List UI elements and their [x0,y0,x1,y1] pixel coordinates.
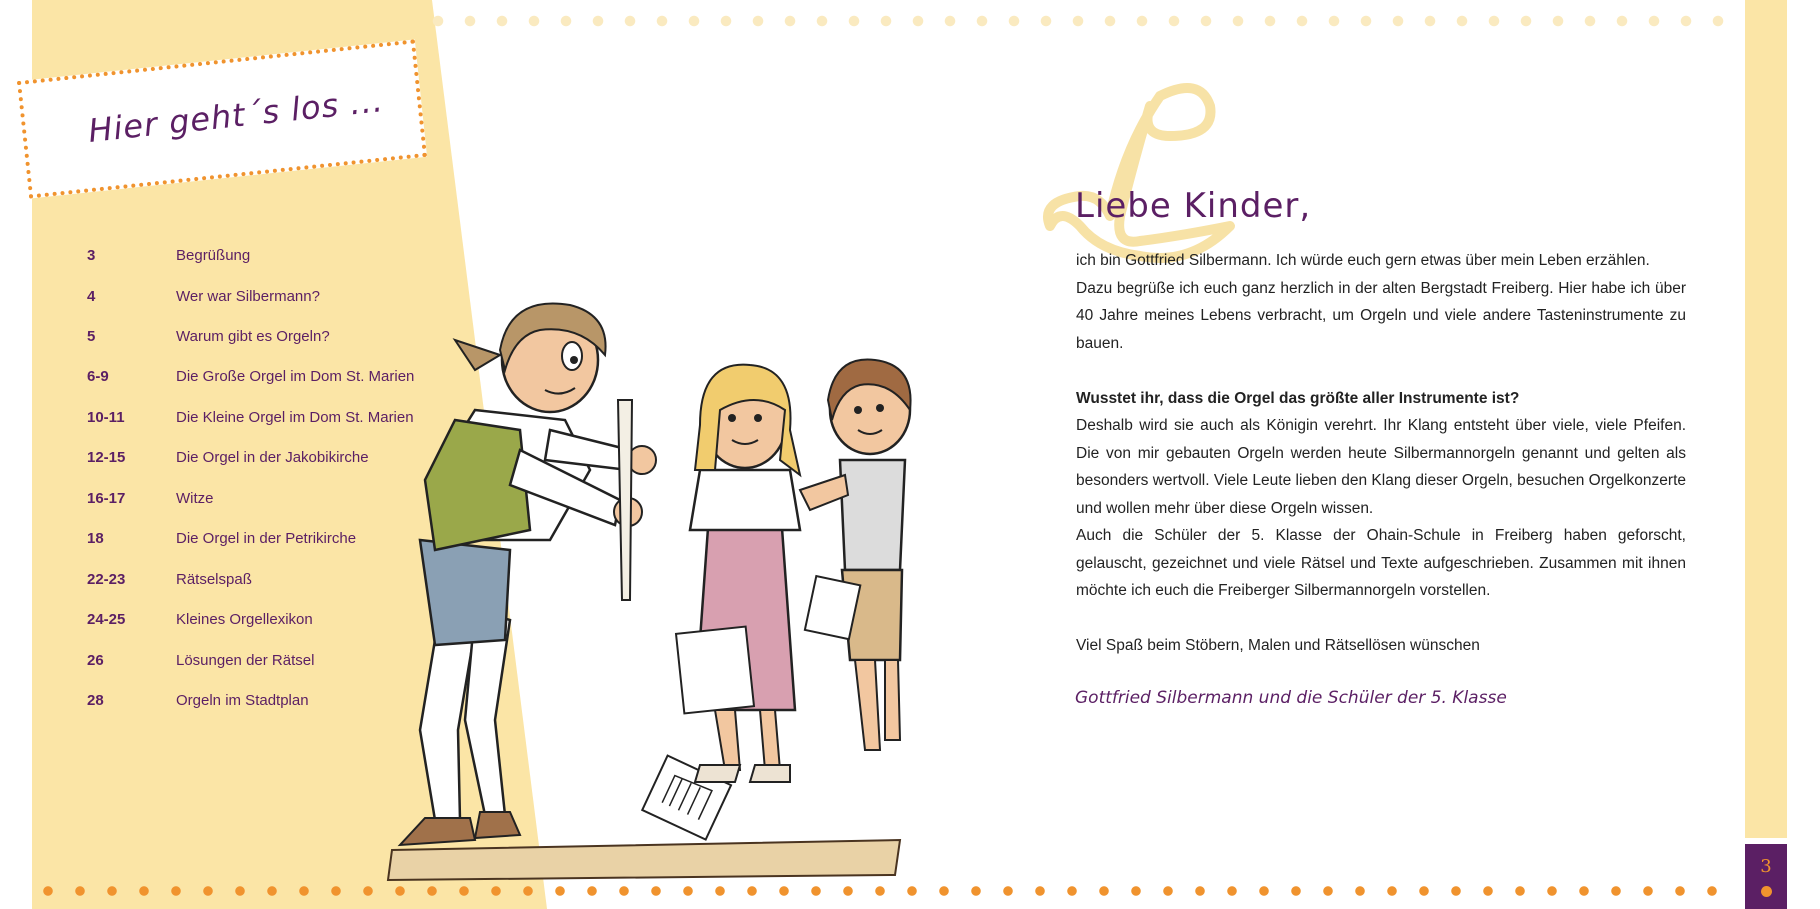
right-yellow-strip [1745,0,1787,838]
page-title: Hier geht´s los ... [86,81,386,150]
toc-page-number: 6-9 [87,368,109,385]
toc-title: Lösungen der Rätsel [176,652,315,669]
page-number: 3 [1760,856,1772,877]
toc-page-number: 10-11 [87,409,125,426]
toc-page-number: 18 [87,530,104,547]
toc-page-number: 3 [87,247,96,264]
decorative-initial-l-icon [1040,76,1240,276]
letter-body [1076,247,1686,660]
toc-page-number: 4 [87,288,96,305]
page-number-badge [1745,844,1787,909]
girl-figure [676,365,800,782]
letter-heading: Liebe Kinder, [1075,186,1312,226]
toc-title: Warum gibt es Orgeln? [176,328,330,345]
toc-title: Die Große Orgel im Dom St. Marien [176,368,415,385]
toc-page-number: 22-23 [87,571,126,588]
toc-page-number: 26 [87,652,104,669]
toc-title: Rätselspaß [176,571,252,588]
letter-question: Wusstet ihr, dass die Orgel das größte aller Instrumente ist? [1076,389,1520,407]
toc-title: Kleines Orgellexikon [176,611,313,628]
letter-paragraph: Deshalb wird sie auch als Königin verehrt. Ihr Klang entsteht über viele, viele Pfeifen. Die von mir gebauten Orgeln werden heute Silbermannorgeln genannt und gelten als besonders wertvoll. Viele Leute lieben den Klang dieser Orgeln, besuchen Orgelkonzerte und wollen mehr über diese Orgeln wissen. [1076,417,1686,517]
letter-paragraph: Dazu begrüße ich euch ganz herzlich in der alten Bergstadt Freiberg. Hier habe ich über 40 Jahre meines Lebens verbracht, um Orgeln und viele andere Tasteninstrumente zu bauen. [1076,279,1686,352]
toc-title: Die Orgel in der Jakobikirche [176,449,369,466]
toc-title: Witze [176,490,214,507]
toc-page-number: 5 [87,328,96,345]
top-dotted-border [422,15,1734,27]
letter-signature: Gottfried Silbermann und die Schüler der 5. Klasse [1075,688,1507,708]
page-dot-icon [1761,886,1772,897]
letter-paragraph: ich bin Gottfried Silbermann. Ich würde euch gern etwas über mein Leben erzählen. [1076,252,1650,269]
silbermann-figure [400,303,656,845]
toc-title: Wer war Silbermann? [176,288,320,305]
toc-page-number: 12-15 [87,449,126,466]
toc-title: Die Orgel in der Petrikirche [176,530,357,547]
toc-title: Orgeln im Stadtplan [176,692,309,709]
silbermann-children-illustration [380,300,1040,890]
toc-page-number: 24-25 [87,611,126,628]
boy-figure [800,360,911,751]
toc-title: Begrüßung [176,247,251,264]
toc-title: Die Kleine Orgel im Dom St. Marien [176,409,414,426]
letter-paragraph: Auch die Schüler der 5. Klasse der Ohain-Schule in Freiberg haben geforscht, gelauscht, gezeichnet und viele Rätsel und Texte aufgeschrieben. Zusammen mit ihnen möchte ich euch die Freiberger Silbermannorgeln vorstellen. [1076,527,1686,599]
toc-page-number: 16-17 [87,490,126,507]
letter-closing: Viel Spaß beim Stöbern, Malen und Rätsellösen wünschen [1076,637,1480,654]
toc-item[interactable] [87,247,447,277]
toc-page-number: 28 [87,692,104,709]
